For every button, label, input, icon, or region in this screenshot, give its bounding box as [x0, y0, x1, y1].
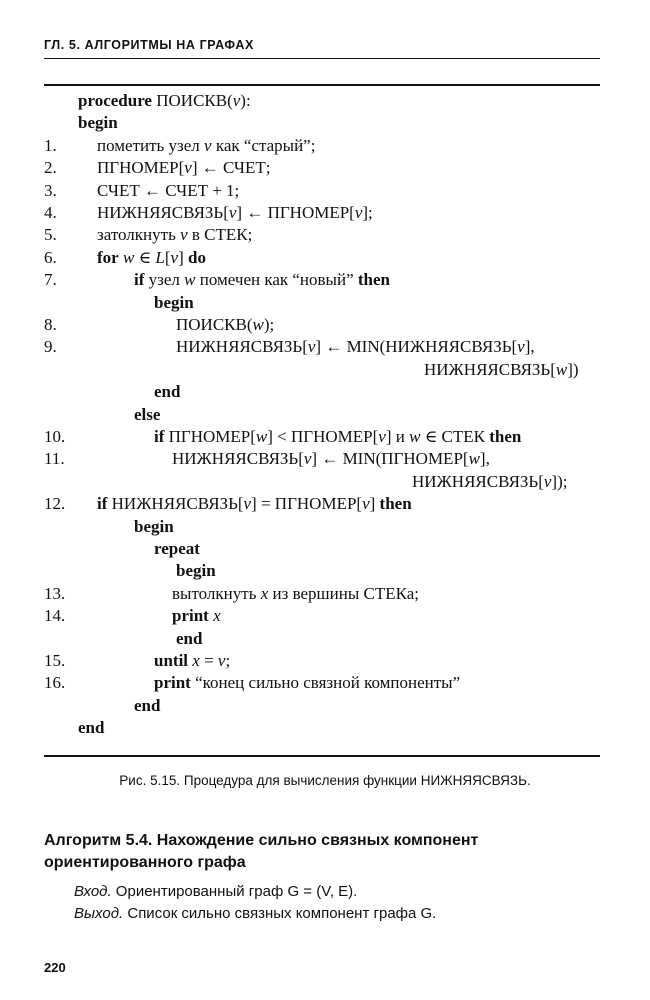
code-text: if НИЖНЯЯСВЯЗЬ[v] = ПГНОМЕР[v] then	[97, 494, 412, 514]
code-text: begin	[154, 292, 194, 312]
code-line	[0, 695, 650, 717]
code-text: end	[176, 628, 203, 648]
code-line	[0, 247, 650, 269]
code-line	[0, 493, 650, 515]
line-number: 2.	[44, 158, 57, 178]
input-line	[74, 883, 357, 900]
code-line	[0, 471, 650, 493]
code-line	[0, 135, 650, 157]
code-text: end	[78, 718, 105, 738]
code-text: пометить узел v как “старый”;	[97, 135, 316, 155]
line-number: 3.	[44, 180, 57, 200]
code-text: затолкнуть v в СТЕК;	[97, 225, 253, 245]
line-number: 8.	[44, 315, 57, 334]
code-line	[0, 359, 650, 381]
algorithm-title: Алгоритм 5.4. Нахождение сильно связных компонент ориентированного графа	[44, 832, 479, 871]
code-line	[0, 426, 650, 448]
code-text: ПГНОМЕР[v] ← СЧЕТ;	[97, 158, 271, 178]
code-text: repeat	[154, 539, 200, 558]
line-number: 13.	[44, 583, 66, 603]
input-label: Вход.	[74, 883, 112, 900]
figure-caption: Рис. 5.15. Процедура для вычисления функции НИЖНЯЯСВЯЗЬ.	[119, 773, 531, 788]
code-text: НИЖНЯЯСВЯЗЬ[v] ← MIN(ПГНОМЕР[w],	[172, 449, 490, 469]
code-text: for w ∈ L[v] do	[97, 247, 206, 267]
figure-top-rule	[44, 84, 600, 86]
output-text: Список сильно связных компонент графа G.	[123, 905, 437, 922]
code-line	[0, 336, 650, 358]
code-text: begin	[78, 113, 118, 133]
code-line	[0, 560, 650, 582]
code-line	[0, 672, 650, 694]
line-number: 7.	[44, 270, 57, 290]
header-rule	[44, 58, 600, 59]
output-label: Выход.	[74, 905, 124, 922]
code-text: begin	[176, 561, 216, 581]
running-header: ГЛ. 5. АЛГОРИТМЫ НА ГРАФАХ	[44, 38, 254, 52]
line-number: 11.	[44, 449, 65, 469]
code-line	[0, 605, 650, 627]
line-number: 6.	[44, 247, 57, 267]
code-line	[0, 516, 650, 538]
code-line	[0, 381, 650, 403]
line-number: 1.	[44, 135, 57, 155]
code-text: НИЖНЯЯСВЯЗЬ[v]);	[412, 471, 568, 491]
code-line	[0, 202, 650, 224]
code-text: if узел w помечен как “новый” then	[134, 270, 390, 290]
code-line	[0, 269, 650, 291]
code-text: end	[154, 382, 181, 402]
code-line	[0, 224, 650, 246]
code-line	[0, 650, 650, 672]
code-line	[0, 112, 650, 134]
line-number: 15.	[44, 651, 66, 670]
code-text: else	[134, 404, 161, 424]
code-line	[0, 292, 650, 314]
code-text: НИЖНЯЯСВЯЗЬ[w])	[424, 359, 579, 379]
page-number: 220	[44, 960, 66, 975]
code-text: print x	[172, 606, 221, 626]
line-number: 14.	[44, 606, 66, 626]
code-line	[0, 583, 650, 605]
code-line	[0, 157, 650, 179]
code-text: if ПГНОМЕР[w] < ПГНОМЕР[v] и w ∈ СТЕК then	[154, 427, 522, 446]
code-text: until x = v;	[154, 651, 231, 670]
code-line	[0, 717, 650, 739]
line-number: 9.	[44, 337, 57, 357]
code-text: вытолкнуть x из вершины СТЕКа;	[172, 583, 419, 603]
code-line	[0, 90, 650, 112]
code-text: СЧЕТ ← СЧЕТ + 1;	[97, 180, 240, 200]
code-text: print “конец сильно связной компоненты”	[154, 673, 461, 693]
line-number: 12.	[44, 494, 66, 514]
line-number: 4.	[44, 203, 57, 222]
input-text: Ориентированный граф G = (V, E).	[111, 883, 358, 900]
code-line	[0, 538, 650, 560]
code-line	[0, 628, 650, 650]
code-text: НИЖНЯЯСВЯЗЬ[v] ← MIN(НИЖНЯЯСВЯЗЬ[v],	[176, 337, 535, 357]
line-number: 5.	[44, 225, 57, 245]
output-line	[74, 905, 436, 922]
code-line	[0, 180, 650, 202]
code-text: ПОИСКВ(w);	[176, 315, 275, 334]
line-number: 10.	[44, 427, 66, 446]
code-line	[0, 404, 650, 426]
code-text: end	[134, 695, 161, 715]
code-line	[0, 314, 650, 336]
figure-bottom-rule	[44, 755, 600, 757]
code-line	[0, 448, 650, 470]
code-text: begin	[134, 516, 174, 536]
code-text: procedure ПОИСКВ(v):	[78, 91, 251, 110]
code-text: НИЖНЯЯСВЯЗЬ[v] ← ПГНОМЕР[v];	[97, 203, 373, 222]
line-number: 16.	[44, 673, 66, 693]
